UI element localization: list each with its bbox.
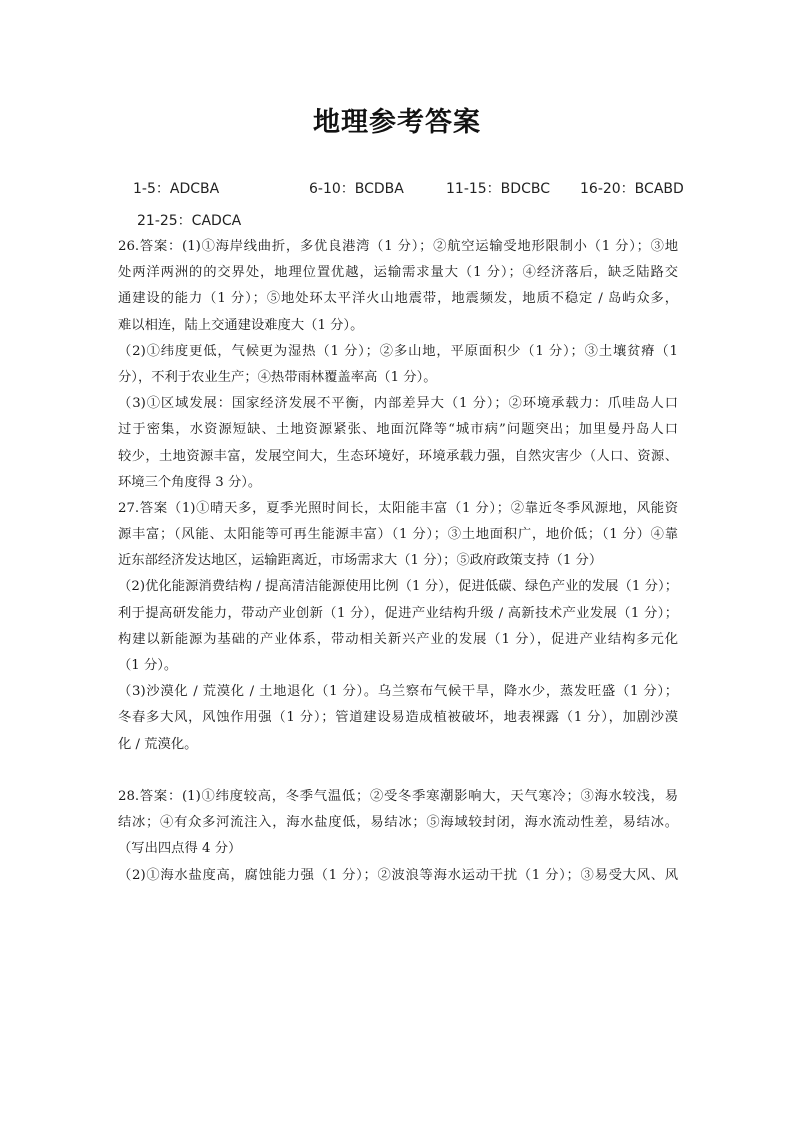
q26-line: 难以相连，陆上交通建设难度大（1 分）。: [118, 317, 364, 333]
q27-line: 构建以新能源为基础的产业体系，带动相关新兴产业的发展（1 分），促进产业结构多元化: [118, 631, 678, 647]
q26-line: （3)①区域发展：国家经济发展不平衡，内部差异大（1 分）；②环境承载力：爪哇岛人口: [118, 396, 678, 412]
q27-line: （3)沙漠化 / 荒漠化 / 土地退化（1 分）。乌兰察布气候干旱，降水少，蒸发旺盛（1 分）；: [118, 684, 678, 700]
q26-line: 较少，土地资源丰富，发展空间大，生态环境好，环境承载力强，自然灾害少（人口、资源、: [118, 448, 678, 464]
choice-key-16-20: 16-20：BCABD: [580, 181, 684, 197]
q27-line: 27.答案（1)①晴天多，夏季光照时间长，太阳能丰富（1 分）；②靠近冬季风源地，风能资: [118, 500, 678, 516]
page-title: 地理参考答案: [313, 107, 481, 138]
choice-key-21-25: 21-25：CADCA: [137, 213, 242, 229]
q27-line: 化 / 荒漠化。: [118, 736, 198, 752]
q27-line: （1 分）。: [118, 658, 178, 673]
answer-body: [118, 234, 678, 889]
q27-line: 源丰富；（风能、太阳能等可再生能源丰富）（1 分）；③土地面积广，地价低；（1 分）④靠: [118, 527, 678, 543]
q26-line: 通建设的能力（1 分）；⑤地处环太平洋火山地震带，地震频发，地质不稳定 / 岛屿众多，: [118, 291, 678, 307]
q26-line: （2)①纬度更低，气候更为湿热（1 分）；②多山地，平原面积少（1 分）；③土壤贫瘠（1: [118, 343, 678, 359]
choice-key-6-10: 6-10：BCDBA: [309, 181, 404, 197]
q27-line: （2)优化能源消费结构 / 提高清洁能源使用比例（1 分），促进低碳、绿色产业的发展（1 分）；: [118, 579, 678, 595]
q28-line: 结冰；④有众多河流注入，海水盐度低，易结冰；⑤海域较封闭，海水流动性差，易结冰。: [118, 815, 678, 831]
q26-line: 分），不利于农业生产；④热带雨林覆盖率高（1 分）。: [118, 369, 437, 385]
blank-line: [118, 758, 678, 784]
q26-line: 过于密集，水资源短缺、土地资源紧张、地面沉降等“城市病”问题突出；加里曼丹岛人口: [118, 422, 678, 438]
choice-key-1-5: 1-5：ADCBA: [133, 181, 220, 197]
choice-key-11-15: 11-15：BDCBC: [446, 181, 550, 197]
q26-line: 环境三个角度得 3 分）。: [118, 474, 262, 490]
q26-line: 26.答案：(1)①海岸线曲折，多优良港湾（1 分）；②航空运输受地形限制小（1 分）；③地: [118, 239, 678, 254]
q27-line: 近东部经济发达地区，运输距离近，市场需求大（1 分）；⑤政府政策支持（1 分）: [118, 553, 603, 569]
q27-line: 冬春多大风，风蚀作用强（1 分）；管道建设易造成植被破坏，地表裸露（1 分），加剧沙漠: [118, 710, 678, 726]
q26-line: 处两洋两洲的的交界处，地理位置优越，运输需求量大（1 分）；④经济落后，缺乏陆路交: [118, 265, 678, 281]
q28-line: （写出四点得 4 分）: [118, 841, 242, 857]
q28-line: （2)①海水盐度高，腐蚀能力强（1 分）；②波浪等海水运动干扰（1 分）；③易受大风、风: [118, 867, 678, 883]
q28-line: 28.答案：(1)①纬度较高，冬季气温低；②受冬季寒潮影响大，天气寒冷；③海水较浅，易: [118, 788, 678, 804]
q27-line: 利于提高研发能力，带动产业创新（1 分），促进产业结构升级 / 高新技术产业发展（1 分）；: [118, 605, 678, 621]
